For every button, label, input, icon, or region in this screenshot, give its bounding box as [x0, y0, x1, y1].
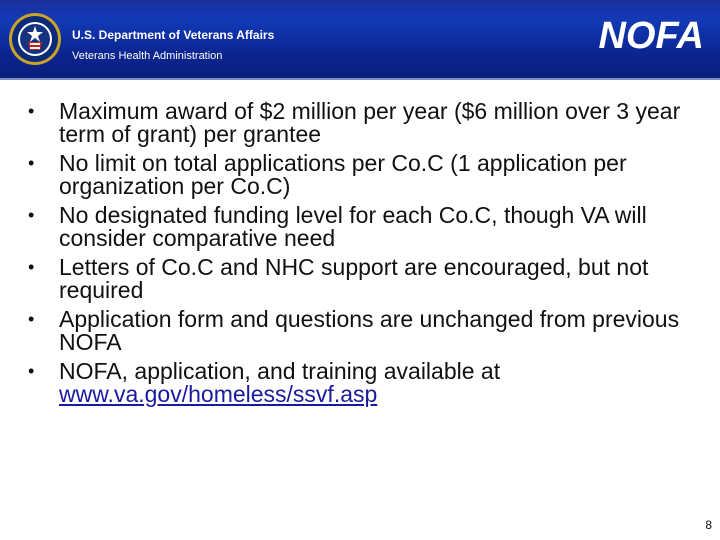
ssvf-link[interactable]: www.va.gov/homeless/ssvf.asp [59, 381, 378, 407]
bullet-marker: • [28, 101, 35, 121]
bullet-marker: • [28, 153, 35, 173]
va-seal-icon [8, 12, 62, 66]
bullet-text: No designated funding level for each Co.C, though VA will consider comparative need [59, 202, 647, 251]
bullet-item [28, 152, 698, 198]
bullet-item [28, 204, 698, 250]
org-name: U.S. Department of Veterans Affairs [72, 28, 275, 42]
bullet-marker: • [28, 257, 35, 277]
bullet-marker: • [28, 361, 35, 381]
bullet-item [28, 308, 698, 354]
bullet-item [28, 100, 698, 146]
bullet-item [28, 360, 698, 406]
header-divider [0, 78, 720, 80]
slide-header [0, 0, 720, 78]
bullet-list [28, 100, 698, 412]
bullet-text: Application form and questions are unchanged from previous NOFA [59, 306, 680, 355]
bullet-text: NOFA, application, and training available at [59, 358, 501, 384]
page-number: 8 [705, 518, 712, 532]
bullet-item [28, 256, 698, 302]
bullet-marker: • [28, 309, 35, 329]
bullet-text: Letters of Co.C and NHC support are encouraged, but not required [59, 254, 649, 303]
bullet-text: Maximum award of $2 million per year ($6 million over 3 year term of grant) per grantee [59, 98, 681, 147]
org-subtitle: Veterans Health Administration [72, 50, 223, 62]
bullet-marker: • [28, 205, 35, 225]
bullet-text: No limit on total applications per Co.C (1 application per organization per Co.C) [59, 150, 627, 199]
slide-title: NOFA [598, 15, 704, 57]
